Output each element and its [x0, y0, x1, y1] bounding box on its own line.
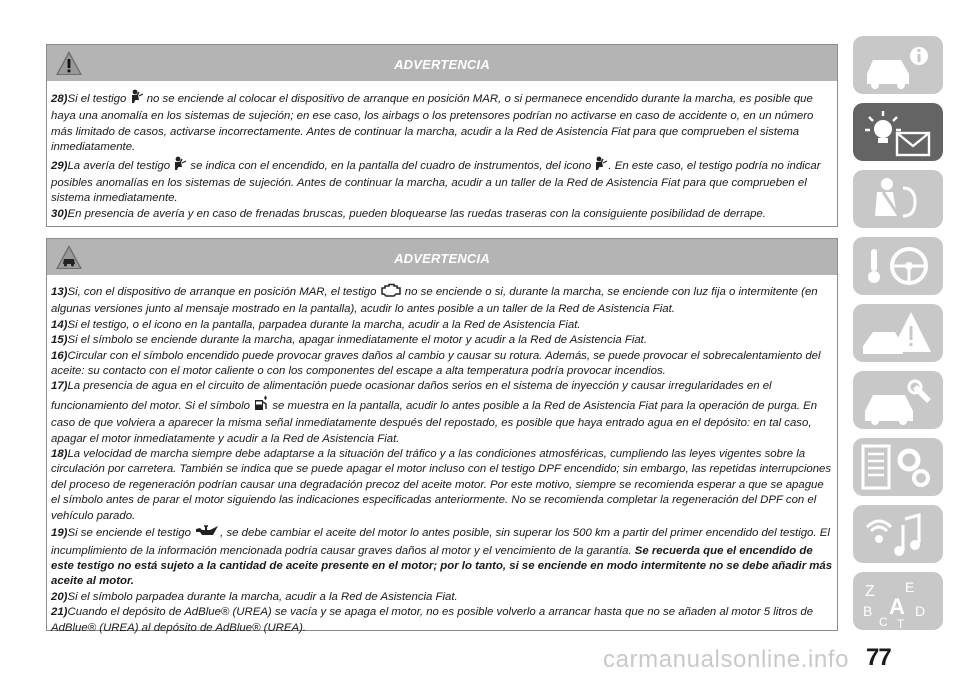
item-text: La velocidad de marcha siempre debe adaptarse a la situación del tráfico y a las condiciones atmosféricas, cumpliendo las leyes vigentes sobre la circulación por carretera. También se indica que se puede apagar el motor incluso con el testigo DPF encendido; sin embargo, las repetidas interrupciones del proceso de regeneración podrían causar una degradación precoz del aceite motor. Por este motivo, siempre se recomienda esperar a que se apague el símbolo antes de parar el motor siguiendo las indicaciones especificadas anteriormente. No se recomienda completar la regeneración del DPF con el vehículo parado. — [51, 448, 832, 522]
warning-header — [47, 239, 837, 275]
section-tab[interactable] — [853, 304, 943, 362]
warning-item — [51, 333, 833, 348]
multimedia-icon — [853, 505, 943, 563]
item-text: Si, con el dispositivo de arranque en posición MAR, el testigo — [67, 286, 380, 298]
safety-airbag-icon — [853, 170, 943, 228]
section-tab[interactable] — [853, 36, 943, 94]
warning-item — [51, 89, 833, 156]
warning-item — [51, 590, 833, 605]
item-number: 15) — [51, 334, 68, 347]
engine-warning-icon — [380, 283, 402, 302]
water-in-fuel-icon — [253, 395, 269, 416]
svg-text:D: D — [915, 603, 926, 619]
item-text: La presencia de agua en el circuito de alimentación puede ocasionar daños serios en el sistema de inyección y causar irregularidades en el funcionamiento del motor. Si el símbolo — [51, 380, 772, 412]
warning-body — [47, 275, 837, 642]
item-number: 18) — [51, 448, 68, 461]
item-number: 21) — [51, 606, 68, 619]
seatbelt-warning-icon — [594, 156, 608, 176]
seatbelt-warning-icon — [130, 89, 144, 109]
section-tab[interactable] — [853, 505, 943, 563]
seatbelt-warning-icon — [173, 156, 187, 176]
section-tab[interactable] — [853, 237, 943, 295]
warning-header — [47, 45, 837, 81]
item-text: no se enciende al colocar el dispositivo de arranque en posición MAR, o si permanece encendido durante la marcha, es posible que haya una anomalía en los sistemas de sujeción; en ese caso, los airbags o los pretensores podrían no activarse en caso de accidente o, en un número más limitado de casos, activarse incorrectamente. Antes de continuar la marcha, acudir a la Red de Asistencia Fiat para que comprueben el sistema inmediatamente. — [51, 93, 814, 154]
warning-item — [51, 447, 833, 524]
section-tab[interactable] — [853, 103, 943, 161]
index-icon — [853, 572, 943, 630]
section-tab[interactable] — [853, 572, 943, 630]
svg-text:E: E — [905, 579, 915, 595]
item-text: , se debe cambiar el aceite del motor lo antes posible, sin superar los 500 km a partir del primer encendido del testigo. El incumplimiento de la información mencionada podría causar graves daños al motor y el vencimiento de la garantía. — [51, 527, 830, 557]
warning-item — [51, 379, 833, 447]
warning-item — [51, 207, 833, 222]
maintenance-car-icon — [853, 371, 943, 429]
item-text: La avería del testigo — [67, 159, 174, 172]
section-tab[interactable] — [853, 438, 943, 496]
svg-text:T: T — [897, 617, 905, 630]
warning-item — [51, 524, 833, 590]
car-info-icon — [853, 36, 943, 94]
section-tab[interactable] — [853, 371, 943, 429]
warning-title: ADVERTENCIA — [394, 251, 490, 266]
item-number: 19) — [51, 527, 68, 540]
item-text: Circular con el símbolo encendido puede provocar graves daños al cambio y causar su rotura. Además, se puede provocar el sobrecalentamiento del aceite: su contacto con el motor caliente o con los componentes del escape a alta temperatura podría provocar incendios. — [51, 349, 821, 378]
item-text: . En este caso, el testigo podría no indicar posibles anomalías en los sistemas de sujeción. Antes de continuar la marcha, acudir a un taller de la Red de Asistencia Fiat para que comprueben el sistema inmediatamente. — [51, 159, 821, 205]
svg-text:A: A — [889, 594, 905, 619]
item-text: no se enciende o si, durante la marcha, se enciende con luz fija o intermitente (en algunas versiones junto al mensaje mostrado en la pantalla), acudir lo antes posible a un taller de la Red de Asistencia Fiat. — [51, 286, 818, 316]
warning-item — [51, 283, 833, 318]
item-number: 13) — [51, 286, 68, 298]
warning-box-1 — [46, 44, 838, 227]
watermark: carmanualsonline.info — [603, 646, 850, 673]
item-text: Si el testigo — [67, 93, 130, 105]
warning-title: ADVERTENCIA — [394, 57, 490, 72]
warning-item — [51, 605, 833, 636]
svg-text:Z: Z — [865, 583, 875, 600]
item-text: se indica con el encendido, en la pantalla del cuadro de instrumentos, del icono — [187, 159, 595, 172]
item-number: 20) — [51, 590, 68, 603]
item-text: Cuando el depósito de AdBlue® (UREA) se vacía y se apaga el motor, no es posible volverlo a arrancar hasta que no se añaden al motor 5 litros de AdBlue® (UREA) al depósito de AdBlue® (UREA). — [51, 606, 814, 634]
item-text: Si el símbolo se enciende durante la marcha, apagar inmediatamente el motor y acudir a la Red de Asistencia Fiat. — [67, 334, 648, 347]
item-number: 16) — [51, 349, 68, 362]
warning-box-2 — [46, 238, 838, 634]
item-number: 29) — [51, 159, 68, 172]
warning-item — [51, 156, 833, 207]
item-text: En presencia de avería y en caso de frenadas bruscas, pueden bloquearse las ruedas traseras con la consiguiente posibilidad de derrape. — [67, 207, 766, 220]
page-number: 77 — [866, 644, 891, 671]
svg-text:C: C — [879, 615, 888, 629]
starting-driving-icon — [853, 237, 943, 295]
item-number: 14) — [51, 318, 68, 331]
item-text: Si el testigo, o el icono en la pantalla, parpadea durante la marcha, acudir a la Red de Asistencia Fiat. — [67, 318, 581, 331]
item-text: se muestra en la pantalla, acudir lo antes posible a la Red de Asistencia Fiat para la operación de purga. En caso de que volviera a aparecer la misma señal inmediatamente después del repostado, es posible que haya entrado agua en el depósito: en tal caso, apagar el motor inmediatamente y acudir a la Red de Asistencia Fiat. — [51, 399, 818, 445]
svg-text:B: B — [863, 603, 873, 619]
item-text: Si se enciende el testigo — [67, 527, 195, 540]
emphasis-text: Se recuerda que el encendido de este testigo no está sujeto a la cantidad de aceite presente en el motor; por lo tanto, si se enciende en modo intermitente no se debe añadir más aceite al motor. — [51, 544, 833, 588]
item-number: 30) — [51, 207, 68, 220]
section-tab[interactable] — [853, 170, 943, 228]
item-number: 17) — [51, 380, 68, 393]
item-number: 28) — [51, 93, 68, 105]
oil-can-icon — [194, 524, 220, 543]
warning-item — [51, 349, 833, 380]
item-text: Si el símbolo parpadea durante la marcha, acudir a la Red de Asistencia Fiat. — [67, 590, 458, 603]
emergency-icon — [853, 304, 943, 362]
warning-lights-icon — [853, 103, 943, 161]
technical-data-icon — [853, 438, 943, 496]
warning-item — [51, 318, 833, 333]
warning-body — [47, 81, 837, 228]
